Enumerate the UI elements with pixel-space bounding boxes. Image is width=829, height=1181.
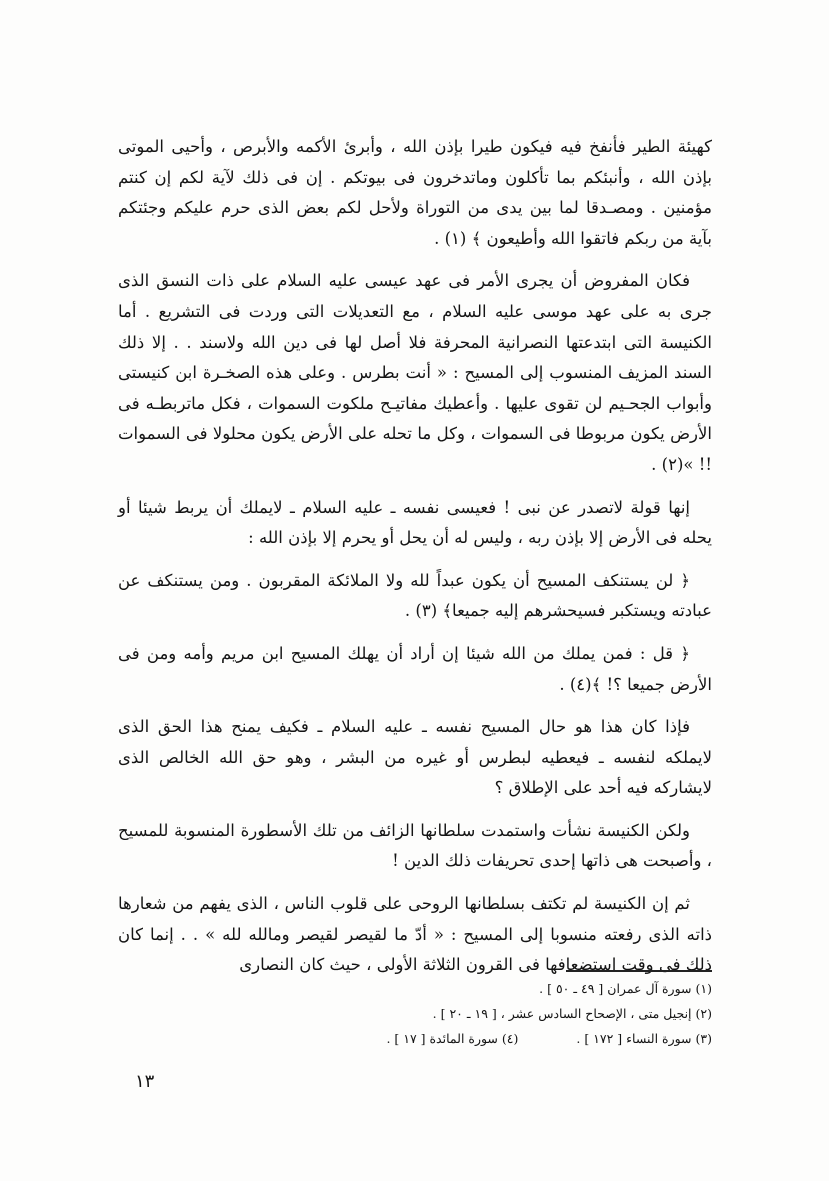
footnote-divider [566, 970, 712, 972]
page-number: ١٣ [135, 1071, 155, 1092]
footnotes [200, 976, 712, 1051]
paragraph-3: إنها قولة لاتصدر عن نبى ! فعيسى نفسه ـ عليه السلام ـ لايملك أن يربط شيئا أو يحله فى الأرض إلا بإذن ربه ، وليس له أن يحل أو يحرم إلا بإذن الله : [118, 497, 712, 548]
footnote-3: (٣) سورة النساء [ ١٧٢ ] . [576, 1031, 712, 1046]
paragraph-4: فإذا كان هذا هو حال المسيح نفسه ـ عليه السلام ـ فكيف يمنح هذا الحق الذى لايملكه لنفسه ـ فيعطيه لبطرس أو غيره من البشر ، وهو حق الله الخالص الذى لايشاركه فيه أحد على الإطلاق ؟ [118, 717, 712, 798]
paragraph-6: ثم إن الكنيسة لم تكتف بسلطانها الروحى على قلوب الناس ، الذى يفهم من شعارها ذاته الذى رفعته منسوبا إلى المسيح : « أدّ ما لقيصر لقيصر ومالله لله » . . إنما كان ذلك فى وقت استضعافها فى القرون الثلاثة الأولى ، حيث كان النصارى [118, 894, 712, 975]
quran-quote-1: ﴿ لن يستنكف المسيح أن يكون عبداً لله ولا الملائكة المقربون . ومن يستنكف عن عبادته ويستكبر فسيحشرهم إليه جميعا﴾ (٣) . [118, 570, 712, 621]
footnote-4: (٤) سورة المائدة [ ١٧ ] . [386, 1031, 519, 1046]
paragraph-2: فكان المفروض أن يجرى الأمر فى عهد عيسى عليه السلام على ذات النسق الذى جرى به على عهد موسى عليه السلام ، مع التعديلات التى وردت فى التشريع . أما الكنيسة التى ابتدعتها النصرانية المحرفة فلا أصل لها فى دين الله ولاسند . . إلا ذلك السند المزيف المنسوب إلى المسيح : « أنت بطرس . وعلى هذه الصخـرة ابن كنيستى وأبواب الجحـيم لن تقوى عليها . وأعطيك مفاتيـح ملكوت السموات ، فكل ماتربطـه فى الأرض يكون مربوطا فى السموات ، وكل ما تحله على الأرض يكون محلولا فى السموات !! »(٢) . [118, 271, 712, 474]
quran-quote-2: ﴿ قل : فمن يملك من الله شيئا إن أراد أن يهلك المسيح ابن مريم وأمه ومن فى الأرض جميعا ؟! ﴾(٤) . [118, 643, 712, 694]
paragraph-5: ولكن الكنيسة نشأت واستمدت سلطانها الزائف من تلك الأسطورة المنسوبة للمسيح ، وأصبحت هى ذاتها إحدى تحريفات ذلك الدين ! [118, 820, 712, 871]
footnote-row [200, 1026, 712, 1051]
paragraph-1: كهيئة الطير فأنفخ فيه فيكون طيرا بإذن الله ، وأبرئ الأكمه والأبرص ، وأحيى الموتى بإذن الله ، وأنبئكم بما تأكلون وماتدخرون فى بيوتكم . إن فى ذلك لآية لكم إن كنتم مؤمنين . ومصـدقا لما بين يدى من التوراة ولأحل لكم بعض الذى حرم عليكم وجئتكم بآية من ربكم فاتقوا الله وأطيعون ﴾ (١) . [118, 137, 712, 248]
main-text [118, 132, 712, 993]
footnote-1: (١) سورة آل عمران [ ٤٩ ـ ٥٠ ] . [539, 981, 712, 996]
footnote-2: (٢) إنجيل متى ، الإصحاح السادس عشر ، [ ١٩ ـ ٢٠ ] . [432, 1006, 712, 1021]
